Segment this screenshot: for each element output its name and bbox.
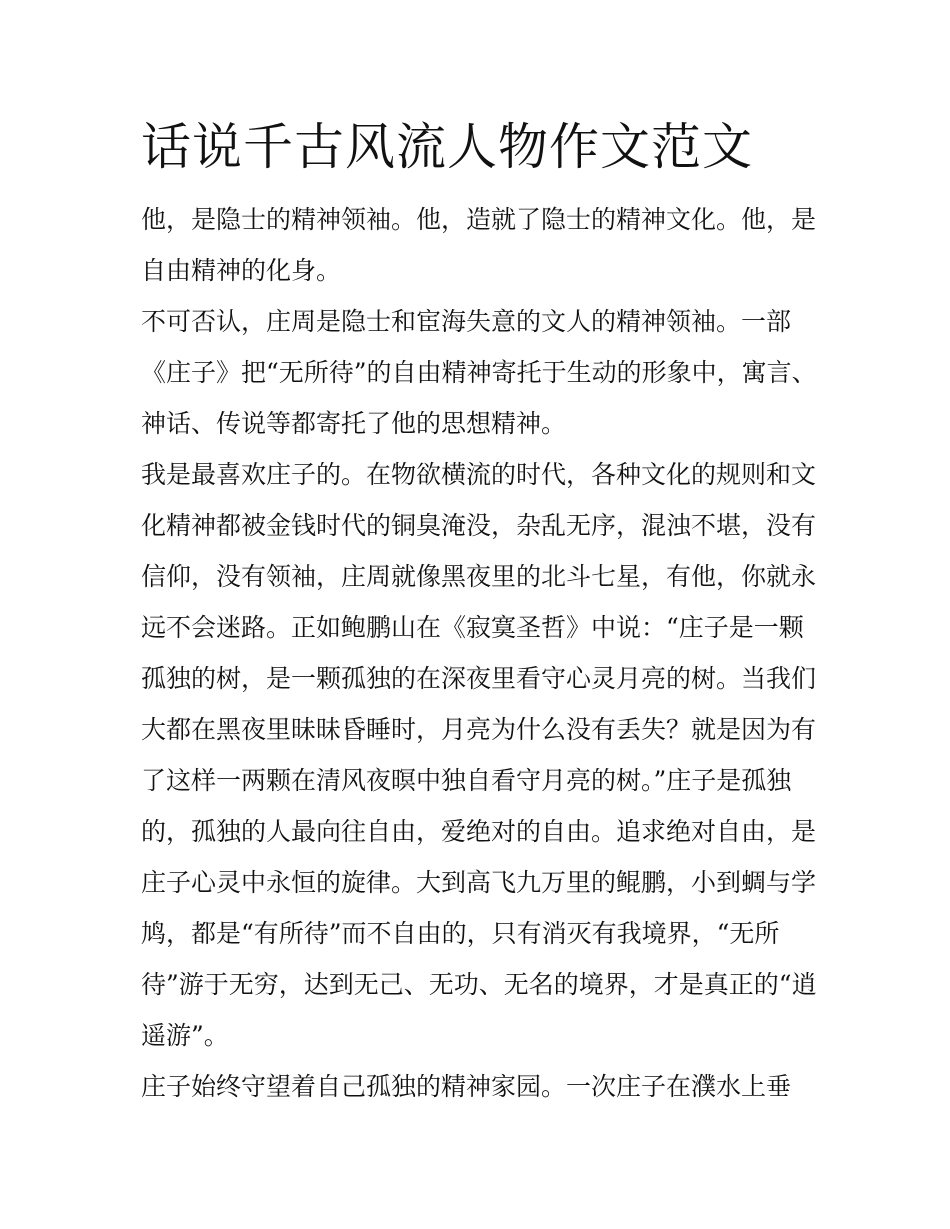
text-line: 庄子始终守望着自己孤独的精神家园。一次庄子在濮水上垂 — [141, 1072, 792, 1101]
text-line: 的，孤独的人最向往自由，爱绝对的自由。追求绝对自由，是 — [141, 817, 817, 846]
text-line: 了这样一两颗在清风夜暝中独自看守月亮的树。”庄子是孤独 — [141, 766, 792, 795]
text-line: 远不会迷路。正如鲍鹏山在《寂寞圣哲》中说：“庄子是一颗 — [141, 613, 804, 642]
text-line: 信仰，没有领袖，庄周就像黑夜里的北斗七星，有他，你就永 — [141, 562, 817, 591]
paragraph-1 — [141, 194, 821, 296]
text-line: 待”游于无穷，达到无己、无功、无名的境界，才是真正的“逍 — [141, 970, 817, 999]
text-line: 不可否认，庄周是隐士和宦海失意的文人的精神领袖。一部 — [141, 307, 792, 336]
paragraph-2 — [141, 296, 821, 449]
paragraph-3 — [141, 449, 821, 1061]
document-body — [141, 112, 821, 1112]
text-line: 大都在黑夜里昧昧昏睡时，月亮为什么没有丢失？就是因为有 — [141, 715, 817, 744]
text-line: 我是最喜欢庄子的。在物欲横流的时代，各种文化的规则和文 — [141, 460, 817, 489]
text-line: 遥游”。 — [141, 1021, 229, 1050]
text-line: 自由精神的化身。 — [141, 256, 342, 285]
text-line: 化精神都被金钱时代的铜臭淹没，杂乱无序，混浊不堪，没有 — [141, 511, 817, 540]
text-line: 神话、传说等都寄托了他的思想精神。 — [141, 409, 567, 438]
text-line: 《庄子》把“无所待”的自由精神寄托于生动的形象中，寓言、 — [141, 358, 817, 387]
document-title: 话说千古风流人物作文范文 — [141, 118, 753, 176]
text-line: 孤独的树，是一颗孤独的在深夜里看守心灵月亮的树。当我们 — [141, 664, 817, 693]
paragraph-4 — [141, 1061, 821, 1112]
text-line: 他，是隐士的精神领袖。他，造就了隐士的精神文化。他，是 — [141, 205, 817, 234]
text-line: 鸠，都是“有所待”而不自由的，只有消灭有我境界，“无所 — [141, 919, 780, 948]
text-line: 庄子心灵中永恒的旋律。大到高飞九万里的鲲鹏，小到蜩与学 — [141, 868, 817, 897]
